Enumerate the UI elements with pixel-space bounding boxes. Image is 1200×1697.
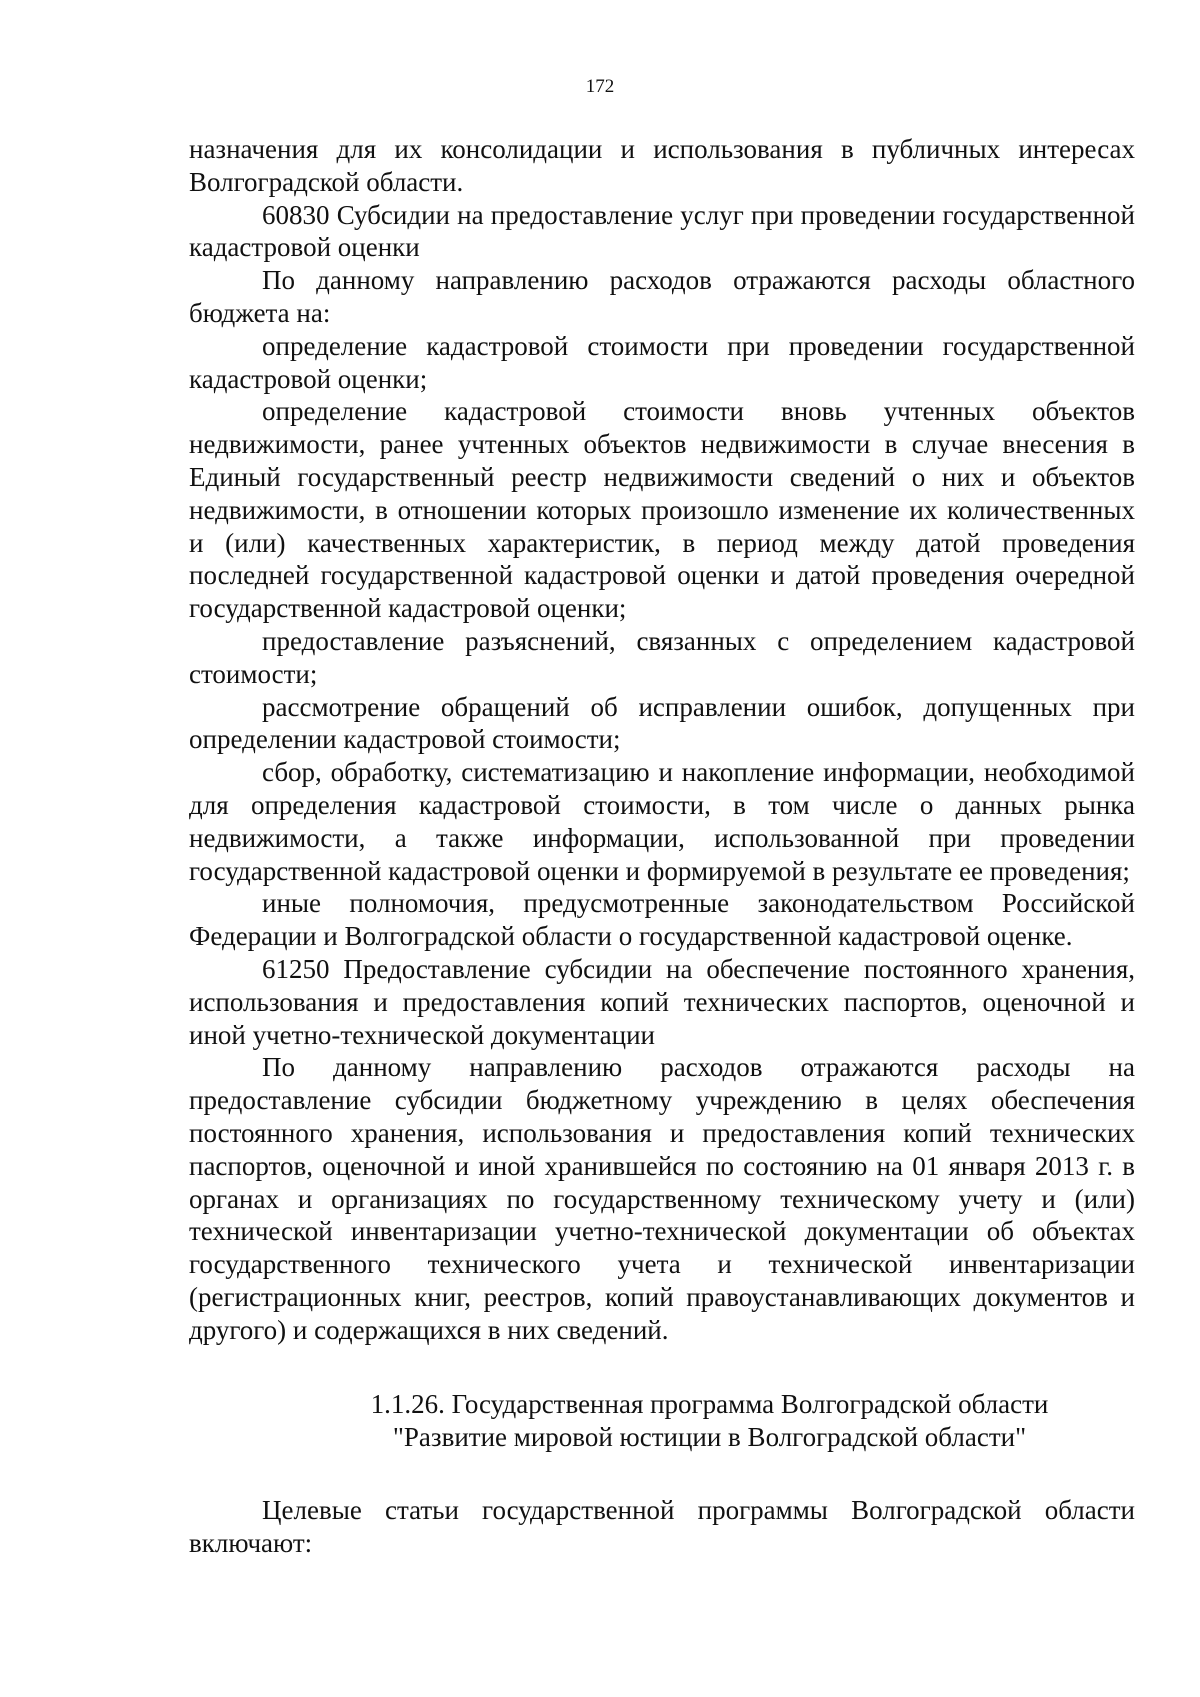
closing-paragraph: Целевые статьи государственной программы Волгоградской области включают: (189, 1495, 1135, 1559)
paragraph: По данному направлению расходов отражаются расходы на предоставление субсидии бюджетному учреждению в целях обеспечения постоянного хранения, использования и предоставления копий технических паспортов, оценочной и иной хранившейся по состоянию на 01 января 2013 г. в органах и организациях по государственному техническому учету и (или) технической инвентаризации учетно-технической документации об объектах государственного технического учета и технической инвентаризации (регистрационных книг, реестров, копий правоустанавливающих документов и другого) и содержащихся в них сведений. (189, 1052, 1135, 1345)
list-item: определение кадастровой стоимости вновь учтенных объектов недвижимости, ранее учтенных объектов недвижимости в случае внесения в Единый государственный реестр недвижимости сведений о них и объектов недвижимости, в отношении которых произошло изменение их количественных и (или) качественных характеристик, в период между датой проведения последней государственной кадастровой оценки и датой проведения очередной государственной кадастровой оценки; (189, 396, 1135, 624)
paragraph: По данному направлению расходов отражаются расходы областного бюджета на: (189, 265, 1135, 328)
paragraph: назначения для их консолидации и использования в публичных интересах Волгоградской области. (189, 134, 1135, 197)
paragraph-subsidy-60830: 60830 Субсидии на предоставление услуг при проведении государственной кадастровой оценки (189, 199, 1135, 263)
list-item: иные полномочия, предусмотренные законодательством Российской Федерации и Волгоградской области о государственной кадастровой оценке. (189, 888, 1135, 952)
list-item: определение кадастровой стоимости при проведении государственной кадастровой оценки; (189, 330, 1135, 394)
section-heading (189, 1388, 1135, 1454)
list-item: рассмотрение обращений об исправлении ошибок, допущенных при определении кадастровой стоимости; (189, 691, 1135, 755)
list-item: сбор, обработку, систематизацию и накопление информации, необходимой для определения кадастровой стоимости, в том числе о данных рынка недвижимости, а также информации, использованной при проведении государственной кадастровой оценки и формируемой в результате ее проведения; (189, 757, 1135, 886)
section-heading-line-1: 1.1.26. Государственная программа Волгоградской области (370, 1389, 1049, 1420)
page-number: 172 (585, 76, 615, 97)
document-body (189, 133, 1135, 1560)
section-heading-line-2: "Развитие мировой юстиции в Волгоградской области" (392, 1422, 1027, 1453)
paragraph-subsidy-61250: 61250 Предоставление субсидии на обеспечение постоянного хранения, использования и предоставления копий технических паспортов, оценочной и иной учетно-технической документации (189, 953, 1135, 1050)
list-item: предоставление разъяснений, связанных с определением кадастровой стоимости; (189, 625, 1135, 689)
